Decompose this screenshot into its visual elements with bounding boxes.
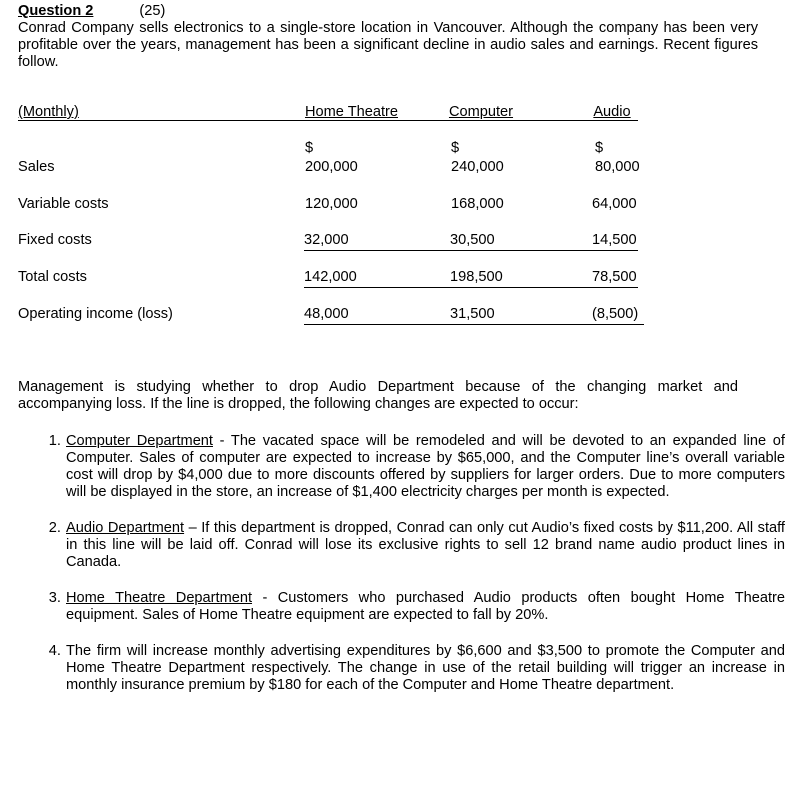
cell-income-audio: (8,500) xyxy=(544,306,644,325)
column-header-home-theatre: Home Theatre xyxy=(304,104,398,120)
list-item xyxy=(65,590,785,624)
item-text: – If this department is dropped, Conrad can only cut Audio’s fixed costs by $11,200. All staff in this line will be laid off. Conrad will lose its exclusive rights to sell 12 brand name audio product lines in Canada. xyxy=(66,520,785,570)
question-points: (25) xyxy=(139,3,166,19)
row-label-fixed-costs: Fixed costs xyxy=(18,232,92,248)
cell-sales-home-theatre: 200,000 xyxy=(305,159,358,175)
item-title: Computer Department xyxy=(66,433,213,449)
column-header-audio: Audio xyxy=(593,104,631,120)
item-text: - Customers who purchased Audio products often bought Home Theatre equipment. Sales of Home Theatre equipment are expected to fall by 20%. xyxy=(66,590,785,623)
currency-computer: $ xyxy=(451,140,460,156)
row-label-sales: Sales xyxy=(18,159,55,175)
cell-income-computer: 31,500 xyxy=(402,306,544,325)
cell-sales-audio: 80,000 xyxy=(595,159,640,175)
cell-income-home-theatre: 48,000 xyxy=(304,306,402,325)
currency-audio: $ xyxy=(595,140,604,156)
question-title: Question 2 xyxy=(18,3,94,19)
cell-total-home-theatre: 142,000 xyxy=(304,269,402,288)
column-header-computer: Computer xyxy=(448,104,514,120)
row-label-operating-income: Operating income (loss) xyxy=(18,306,173,322)
management-paragraph: Management is studying whether to drop Audio Department because of the changing market and accompanying loss. If the line is dropped, the following changes are expected to occur: xyxy=(18,379,738,412)
list-item xyxy=(65,433,785,501)
intro-paragraph: Conrad Company sells electronics to a single-store location in Vancouver. Although the company has been very profitable over the years, management has been a significant decline in audio sales and earnings. Recent figures follow. xyxy=(18,20,758,70)
list-item xyxy=(65,520,785,571)
item-title: Audio Department xyxy=(66,520,185,536)
header-rule-label xyxy=(18,120,110,121)
row-label-total-costs: Total costs xyxy=(18,269,87,285)
cell-fixed-audio: 14,500 xyxy=(544,232,638,251)
cell-fixed-home-theatre: 32,000 xyxy=(304,232,402,251)
cell-variable-home-theatre: 120,000 xyxy=(305,196,358,212)
cell-variable-computer: 168,000 xyxy=(451,196,504,212)
cell-fixed-computer: 30,500 xyxy=(402,232,544,251)
cell-total-audio: 78,500 xyxy=(544,269,638,288)
list-item xyxy=(65,643,785,694)
item-text: The firm will increase monthly advertising expenditures by $6,600 and $3,500 to promote the Computer and Home Theatre Department respectively. The change in use of the retail building will trigger an increase in monthly insurance premium by $180 for each of the Computer and Home Theatre department. xyxy=(66,643,785,693)
header-rule-home-theatre xyxy=(110,120,402,121)
item-text: - The vacated space will be remodeled and will be devoted to an expanded line of Computer. Sales of computer are expected to increase by $65,000, and the Computer line’s overall variable cost will drop by $4,000 due to more discounts offered by suppliers for larger orders. Due to more computers will be displayed in the store, an increase of $1,400 electricity charges per month is expected. xyxy=(66,433,785,500)
row-label-variable-costs: Variable costs xyxy=(18,196,109,212)
item-title: Home Theatre Department xyxy=(66,590,253,606)
cell-variable-audio: 64,000 xyxy=(592,196,637,212)
question-header xyxy=(18,3,758,71)
currency-home-theatre: $ xyxy=(305,140,314,156)
header-rule-computer xyxy=(402,120,544,121)
question-title-line xyxy=(18,3,758,20)
cell-total-computer: 198,500 xyxy=(402,269,544,288)
header-rule-audio xyxy=(544,120,638,121)
cell-sales-computer: 240,000 xyxy=(451,159,504,175)
changes-list xyxy=(18,433,785,713)
period-label: (Monthly) xyxy=(18,104,79,120)
